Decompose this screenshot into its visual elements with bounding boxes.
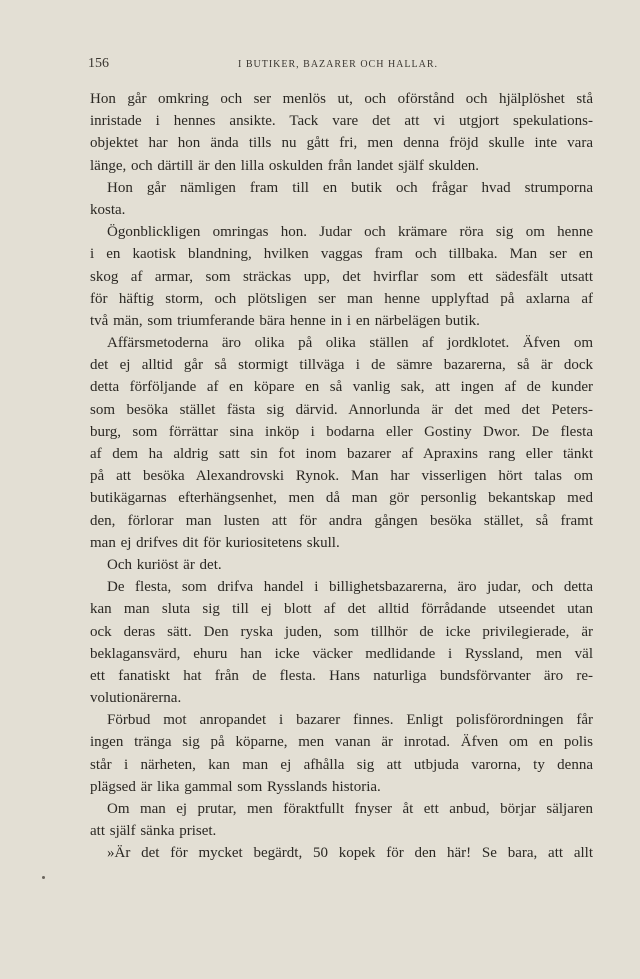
text-line: man ej drifves dit för kuriositetens skull.	[90, 534, 340, 551]
text-line: objektet har hon ända tills nu gått fri, men denna fröjd skulle inte vara	[90, 135, 593, 152]
text-line: att själf sänka priset.	[90, 823, 217, 840]
text-line: inristade i hennes ansikte. Tack vare det att vi utgjort spekulations-	[90, 113, 593, 130]
text-line: »Är det för mycket begärdt, 50 kopek för den här! Se bara, att allt	[107, 845, 593, 862]
paper-speck	[42, 876, 45, 879]
text-line: De flesta, som drifva handel i billighetsbazarerna, äro judar, och detta	[107, 579, 593, 596]
text-line: ingen tränga sig på köparne, men vanan är inrotad. Äfven om en polis	[90, 734, 593, 751]
text-line: ock deras sätt. Den ryska juden, som tillhör de icke privilegierade, är	[90, 623, 593, 640]
text-line: Om man ej prutar, men föraktfullt fnyser åt ett anbud, börjar säljaren	[107, 801, 593, 817]
text-line: Hon går nämligen fram till en butik och frågar hvad strumporna	[107, 179, 593, 196]
body-text	[90, 88, 593, 865]
text-line: det ej alltid går så stormigt tillväga i de sämre bazarerna, så är dock	[90, 357, 593, 374]
text-line: volutionärerna.	[90, 690, 182, 707]
text-line: Affärsmetoderna äro olika på olika ställen af jordklotet. Äfven om	[107, 335, 593, 352]
text-line: Förbud mot anropandet i bazarer finnes. Enligt polisförordningen får	[107, 712, 593, 729]
page-number: 156	[88, 56, 109, 71]
text-line: Hon går omkring och ser menlös ut, och oförstånd och hjälplöshet stå	[90, 91, 593, 107]
text-line: länge, och därtill är den lilla oskulden från landet själf skulden.	[90, 157, 480, 174]
text-line: detta förföljande af en köpare en så vanlig sak, att ingen af de kunder	[90, 379, 593, 396]
text-line: för häftig storm, och plötsligen ser man henne upplyftad på axlarna af	[90, 290, 593, 307]
running-title: I BUTIKER, BAZARER OCH HALLAR.	[238, 59, 438, 70]
text-line: af dem ha aldrig satt sin fot inom bazarer af Apraxins rang eller tänkt	[90, 446, 593, 462]
text-line: ett fanatiskt hat från de flesta. Hans naturliga bundsförvanter äro re-	[90, 667, 593, 684]
text-line: Ögonblickligen omringas hon. Judar och krämare röra sig om henne	[107, 224, 593, 241]
text-line: kosta.	[90, 201, 126, 218]
text-line: butikägarnas efterhängsenhet, men då man gör personlig bekantskap med	[90, 490, 593, 507]
page-header	[88, 56, 593, 76]
text-line: på att besöka Alexandrovski Rynok. Man har visserligen hört talas om	[90, 468, 593, 485]
text-line: beklagansvärd, ehuru han icke väcker medlidande i Ryssland, men väl	[90, 645, 593, 662]
text-line: som besöka stället fästa sig därvid. Annorlunda är det med det Peters-	[90, 401, 593, 418]
text-line: Och kuriöst är det.	[107, 556, 222, 573]
text-line: plägsed är lika gammal som Rysslands historia.	[90, 778, 381, 795]
text-line: den, förlorar man lusten att för andra gången besöka stället, så framt	[90, 512, 593, 529]
text-line: kan man sluta sig till ej blott af det alltid förrådande utseendet utan	[90, 601, 593, 618]
text-line: skog af armar, som sträckas upp, det hvirflar som ett sädesfält utsatt	[90, 268, 593, 285]
text-line: burg, som förrättar sina inköp i bodarna eller Gostiny Dwor. De flesta	[90, 423, 593, 440]
text-line: i en kaotisk blandning, hvilken vaggas fram och tillbaka. Man ser en	[90, 246, 593, 263]
text-line: två män, som triumferande bära henne in i en närbelägen butik.	[90, 312, 480, 329]
text-line: står i närheten, kan man ej afhålla sig att utbjuda varorna, ty denna	[90, 756, 593, 773]
